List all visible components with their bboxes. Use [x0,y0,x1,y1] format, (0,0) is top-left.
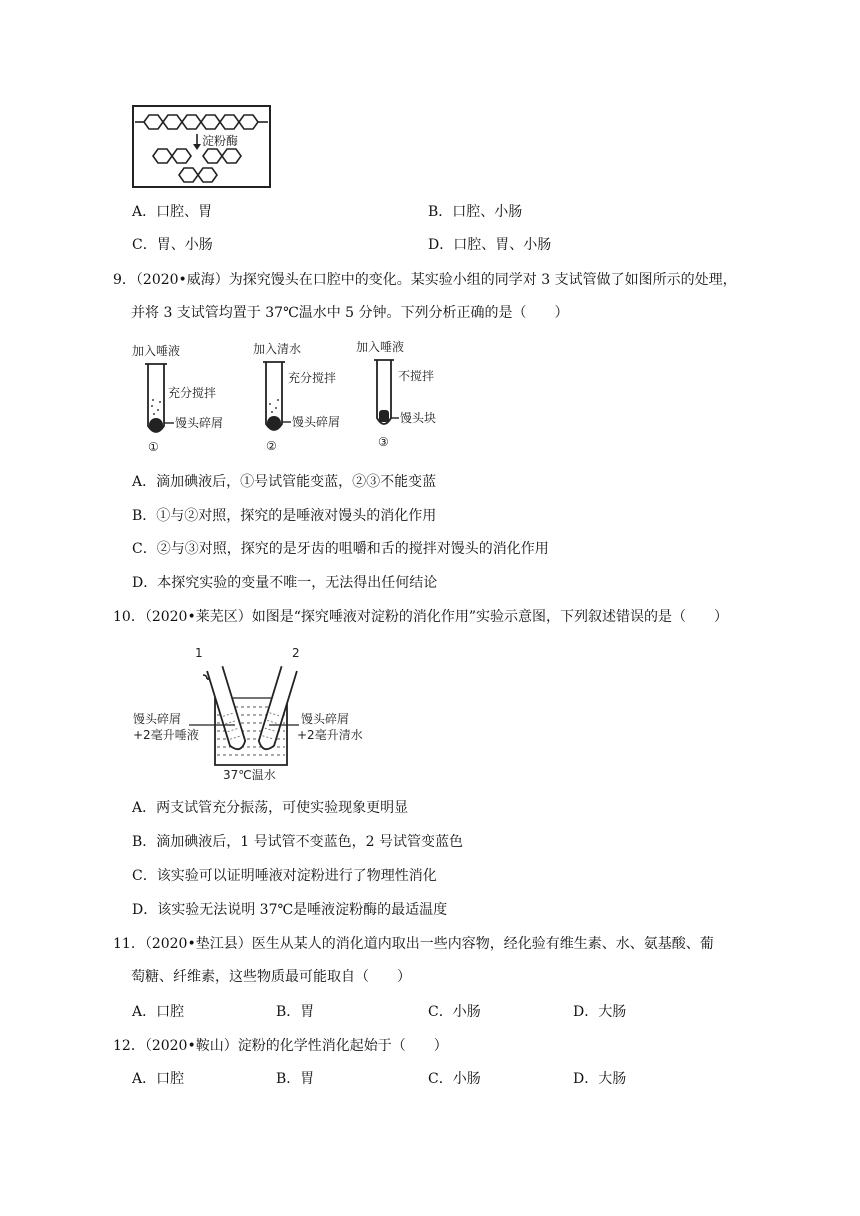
tube-2 [253,341,340,453]
q10-option-c[interactable]: C．该实验可以证明唾液对淀粉进行了物理性消化 [132,868,437,884]
q11-stem-line2: 萄糖、纤维素，这些物质最可能取自（ ） [131,969,411,985]
q9-option-b[interactable]: B．①与②对照，探究的是唾液对馒头的消化作用 [132,508,437,524]
q10-beaker-figure [131,643,371,783]
tube3-number: ③ [378,435,389,449]
tube2-side-label: 充分搅拌 [288,371,337,385]
q8-option-c[interactable]: C．胃、小肠 [132,237,213,253]
q12-option-d[interactable]: D．大肠 [573,1071,627,1087]
water-label: 37℃温水 [223,768,276,782]
q9-stem-line2: 并将 3 支试管均置于 37℃温水中 5 分钟。下列分析正确的是（ ） [131,305,569,321]
left-tube-label-2: +2毫升唾液 [133,728,199,742]
q10-stem: 10．（2020•莱芜区）如图是“探究唾液对淀粉的消化作用”实验示意图，下列叙述错误的是（ ） [113,609,729,625]
tube3-side-label: 不搅拌 [398,369,435,383]
tube2-bottom-label: 馒头碎屑 [292,415,341,429]
right-tube-label-1: 馒头碎屑 [301,712,350,726]
tube-number-1: 1 [195,646,203,660]
tube-3 [356,340,436,449]
tube3-top-label: 加入唾液 [356,340,405,354]
q11-option-a[interactable]: A．口腔 [132,1004,185,1020]
q9-test-tube-figure [128,340,448,456]
q12-option-c[interactable]: C．小肠 [428,1071,481,1087]
left-tube-label-1: 馒头碎屑 [133,712,182,726]
tube1-number: ① [148,440,159,454]
q9-option-a[interactable]: A．滴加碘液后，①号试管能变蓝，②③不能变蓝 [132,474,437,490]
q12-stem: 12．（2020•鞍山）淀粉的化学性消化起始于（ ） [113,1038,448,1054]
q9-option-c[interactable]: C．②与③对照，探究的是牙齿的咀嚼和舌的搅拌对馒头的消化作用 [132,541,549,557]
tube-number-2: 2 [292,646,300,660]
q9-option-d[interactable]: D．本探究实验的变量不唯一，无法得出任何结论 [132,575,438,591]
q8-option-a[interactable]: A．口腔、胃 [132,204,213,220]
tube2-top-label: 加入清水 [253,342,302,356]
tube1-top-label: 加入唾液 [132,344,181,358]
q11-stem-line1: 11．（2020•垫江县）医生从某人的消化道内取出一些内容物，经化验有维生素、水、氨基酸、葡 [113,936,714,952]
q10-option-b[interactable]: B．滴加碘液后，1 号试管不变蓝色，2 号试管变蓝色 [132,834,464,850]
q12-option-b[interactable]: B．胃 [276,1071,315,1087]
right-tube-label-2: +2毫升清水 [297,728,363,742]
tube3-bottom-label: 馒头块 [400,411,437,425]
q8-option-b[interactable]: B．口腔、小肠 [428,204,523,220]
q8-option-d[interactable]: D．口腔、胃、小肠 [428,237,552,253]
q11-option-b[interactable]: B．胃 [276,1004,315,1020]
q12-option-a[interactable]: A．口腔 [132,1071,185,1087]
q11-option-d[interactable]: D．大肠 [573,1004,627,1020]
q9-stem-line1: 9．（2020•威海）为探究馒头在口腔中的变化。某实验小组的同学对 3 支试管做了如图所示的处理， [113,272,737,288]
q10-option-d[interactable]: D．该实验无法说明 37℃是唾液淀粉酶的最适温度 [132,902,448,918]
starch-enzyme-figure [131,104,273,190]
q10-option-a[interactable]: A．两支试管充分振荡，可使实验现象更明显 [132,800,409,816]
tube-1 [132,343,223,454]
q11-option-c[interactable]: C．小肠 [428,1004,481,1020]
tube1-side-label: 充分搅拌 [168,386,217,400]
enzyme-label: 淀粉酶 [202,134,239,148]
tube2-number: ② [266,439,277,453]
tube1-bottom-label: 馒头碎屑 [175,416,224,430]
